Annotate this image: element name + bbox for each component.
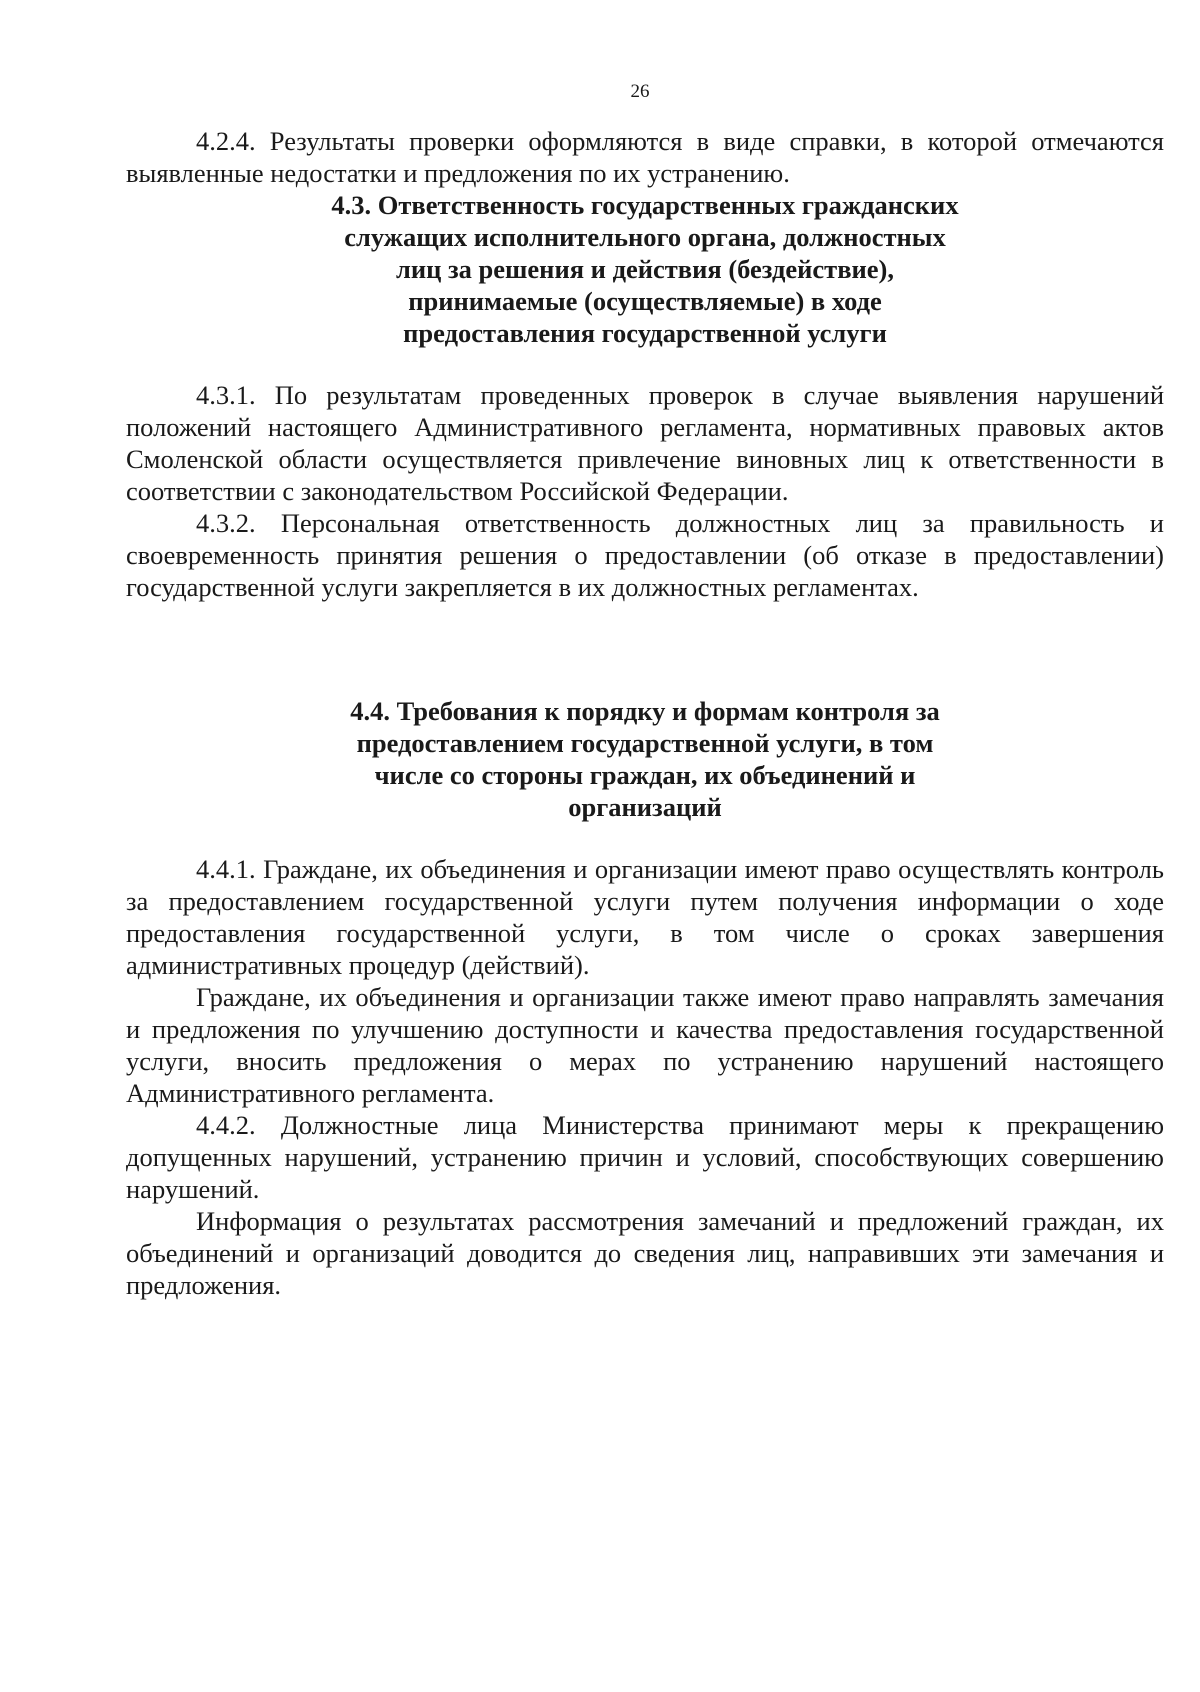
heading-line: лиц за решения и действия (бездействие), xyxy=(395,254,894,284)
heading-line: числе со стороны граждан, их объединений и xyxy=(374,760,916,790)
heading-line: предоставлением государственной услуги, в том xyxy=(356,728,934,758)
heading-line: служащих исполнительного органа, должностных xyxy=(344,222,946,252)
section-heading-4-3 xyxy=(295,189,995,349)
heading-line: принимаемые (осуществляемые) в ходе xyxy=(408,286,882,316)
paragraph-4-4-1: 4.4.1. Граждане, их объединения и организации имеют право осуществлять контроль за предоставлением государственной услуги путем получения информации о ходе предоставления государственной услуги, в том числе о сроках завершения административных процедур (действий). xyxy=(126,854,1164,980)
section-heading-4-4 xyxy=(295,695,995,823)
heading-line: организаций xyxy=(568,792,722,822)
paragraph-4-2-4: 4.2.4. Результаты проверки оформляются в виде справки, в которой отмечаются выявленные недостатки и предложения по их устранению. xyxy=(126,126,1164,188)
page-number: 26 xyxy=(630,81,650,102)
paragraph-4-4-2: 4.4.2. Должностные лица Министерства принимают меры к прекращению допущенных нарушений, устранению причин и условий, способствующих совершению нарушений. xyxy=(126,1110,1164,1204)
paragraph-4-3-2: 4.3.2. Персональная ответственность должностных лиц за правильность и своевременность принятия решения о предоставлении (об отказе в предоставлении) государственной услуги закрепляется в их должностных регламентах. xyxy=(126,508,1164,602)
document-body xyxy=(126,125,1164,1301)
heading-line: предоставления государственной услуги xyxy=(403,318,887,348)
heading-line: 4.4. Требования к порядку и формам контроля за xyxy=(350,696,940,726)
paragraph-4-4-1-continued: Граждане, их объединения и организации также имеют право направлять замечания и предложения по улучшению доступности и качества предоставления государственной услуги, вносить предложения о мерах по устранению нарушений настоящего Административного регламента. xyxy=(126,982,1164,1108)
heading-line: 4.3. Ответственность государственных гражданских xyxy=(331,190,959,220)
paragraph-4-3-1: 4.3.1. По результатам проведенных проверок в случае выявления нарушений положений настоящего Административного регламента, нормативных правовых актов Смоленской области осуществляется привлечение виновных лиц к ответственности в соответствии с законодательством Российской Федерации. xyxy=(126,380,1164,506)
paragraph-4-4-2-continued: Информация о результатах рассмотрения замечаний и предложений граждан, их объединений и организаций доводится до сведения лиц, направивших эти замечания и предложения. xyxy=(126,1206,1164,1300)
